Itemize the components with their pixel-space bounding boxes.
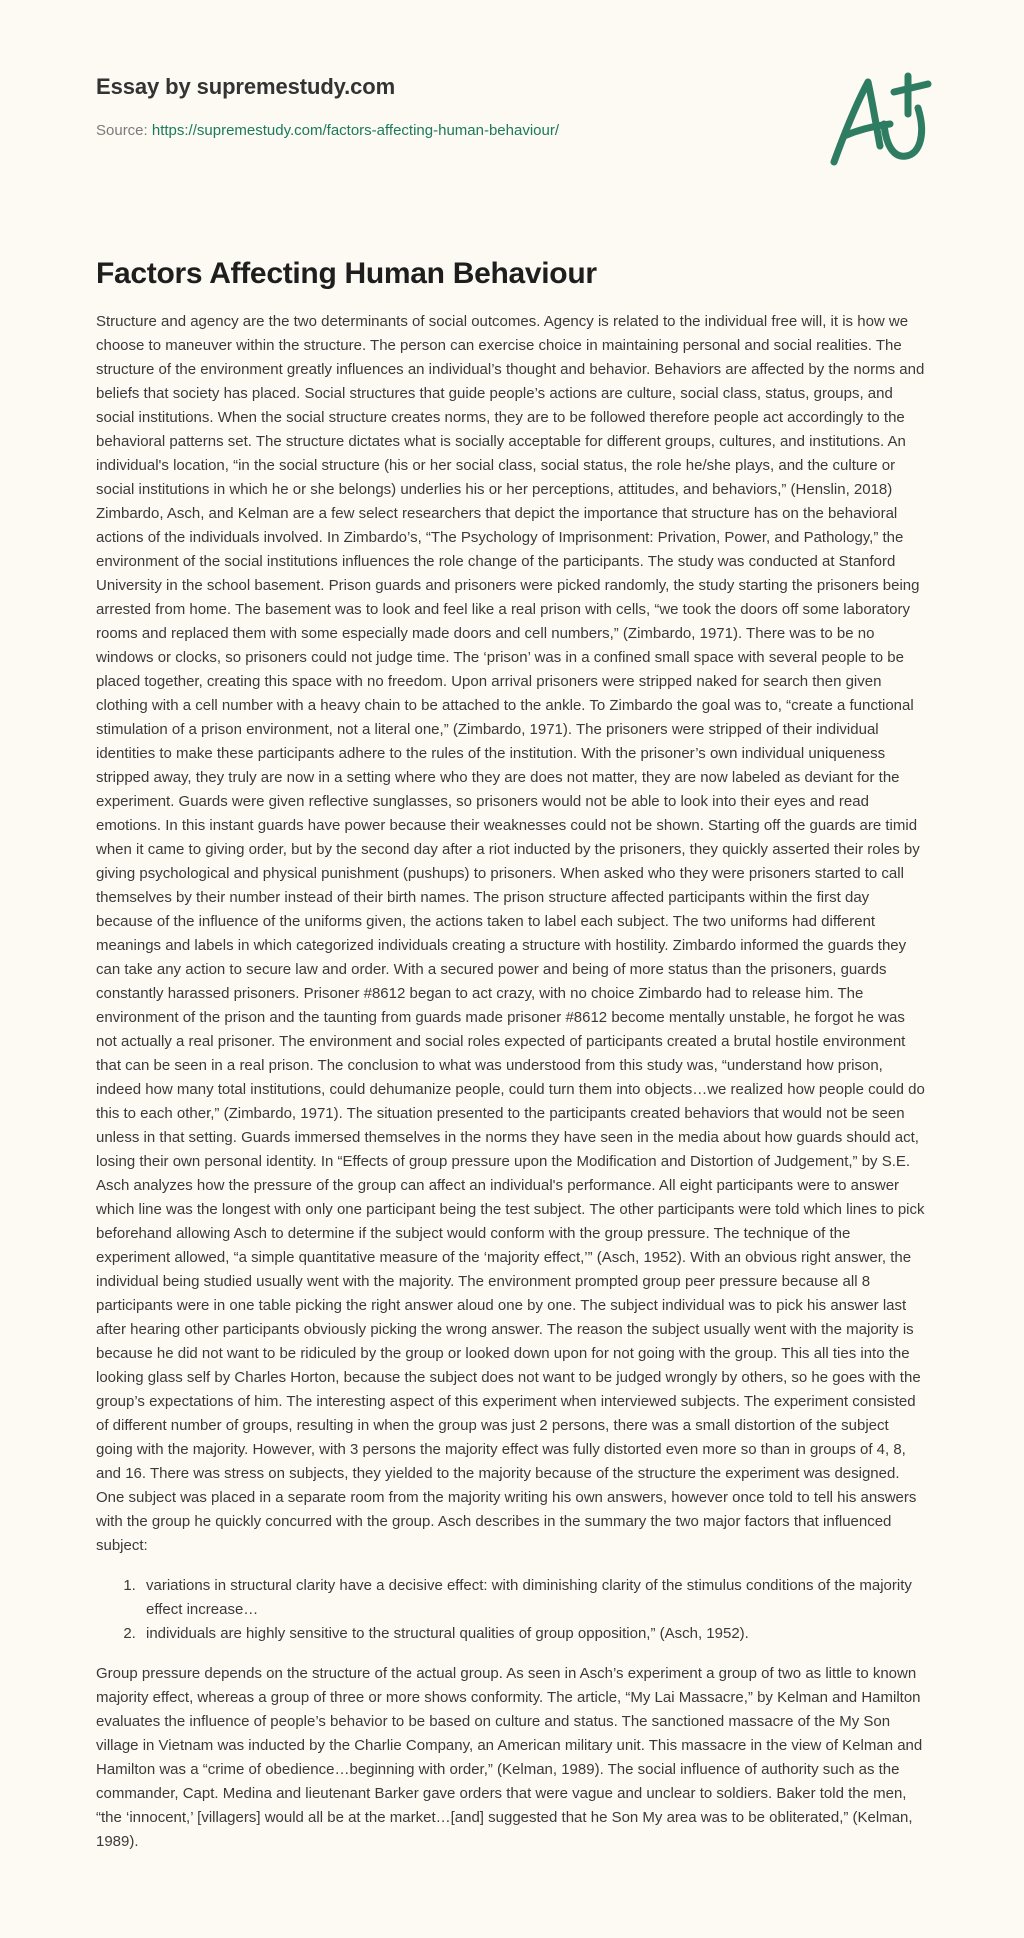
page-header (0, 0, 1024, 230)
asch-factors-list (96, 1574, 928, 1646)
article-paragraph-1: Structure and agency are the two determinants of social outcomes. Agency is related to the individual free will, it is how we choose to maneuver within the structure. The person can exercise choice in maintaining personal and social realities. The structure of the environment greatly influences an individual’s thought and behavior. Behaviors are affected by the norms and beliefs that society has placed. Social structures that guide people’s actions are culture, social class, status, groups, and social institutions. When the social structure creates norms, they are to be followed therefore people act accordingly to the behavioral patterns set. The structure dictates what is socially acceptable for different groups, cultures, and institutions. An individual's location, “in the social structure (his or her social class, social status, the role he/she plays, and the culture or social institutions in which he or she belongs) underlies his or her perceptions, attitudes, and behaviors,” (Henslin, 2018) Zimbardo, Asch, and Kelman are a few select researchers that depict the importance that structure has on the behavioral actions of the individuals involved. In Zimbardo’s, “The Psychology of Imprisonment: Privation, Power, and Pathology,” the environment of the social institutions influences the role change of the participants. The study was conducted at Stanford University in the school basement. Prison guards and prisoners were picked randomly, the study starting the prisoners being arrested from home. The basement was to look and feel like a real prison with cells, “we took the doors off some laboratory rooms and replaced them with some especially made doors and cell numbers,” (Zimbardo, 1971). There was to be no windows or clocks, so prisoners could not judge time. The ‘prison’ was in a confined small space with several people to be placed together, creating this space with no freedom. Upon arrival prisoners were stripped naked for search then given clothing with a cell number with a heavy chain to be attached to the ankle. To Zimbardo the goal was to, “create a functional stimulation of a prison environment, not a literal one,” (Zimbardo, 1971). The prisoners were stripped of their individual identities to make these participants adhere to the rules of the institution. With the prisoner’s own individual uniqueness stripped away, they truly are now in a setting where who they are does not matter, they are now labeled as deviant for the experiment. Guards were given reflective sunglasses, so prisoners would not be able to look into their eyes and read emotions. In this instant guards have power because their weaknesses could not be shown. Starting off the guards are timid when it came to giving order, but by the second day after a riot inducted by the prisoners, they quickly asserted their roles by giving psychological and physical punishment (pushups) to prisoners. When asked who they were prisoners started to call themselves by their number instead of their birth names. The prison structure affected participants within the first day because of the influence of the uniforms given, the actions taken to label each subject. The two uniforms had different meanings and labels in which categorized individuals creating a structure with hostility. Zimbardo informed the guards they can take any action to secure law and order. With a secured power and being of more status than the prisoners, guards constantly harassed prisoners. Prisoner #8612 began to act crazy, with no choice Zimbardo had to release him. The environment of the prison and the taunting from guards made prisoner #8612 become mentally unstable, he forgot he was not actually a real prisoner. The environment and social roles expected of participants created a brutal hostile environment that can be seen in a real prison. The conclusion to what was understood from this study was, “understand how prison, indeed how many total institutions, could dehumanize people, could turn them into objects…we realized how people could do this to each other,” (Zimbardo, 1971). The situation presented to the participants created behaviors that would not be seen unless in that setting. Guards immersed themselves in the norms they have seen in the media about how guards should act, losing their own personal identity. In “Effects of group pressure upon the Modification and Distortion of Judgement,” by S.E. Asch analyzes how the pressure of the group can affect an individual's performance. All eight participants were to answer which line was the longest with only one participant being the test subject. The other participants were told which lines to pick beforehand allowing Asch to determine if the subject would conform with the group pressure. The technique of the experiment allowed, “a simple quantitative measure of the ‘majority effect,’” (Asch, 1952). With an obvious right answer, the individual being studied usually went with the majority. The environment prompted group peer pressure because all 8 participants were in one table picking the right answer aloud one by one. The subject individual was to pick his answer last after hearing other participants obviously picking the wrong answer. The reason the subject usually went with the majority is because he did not want to be ridiculed by the group or looked down upon for not going with the group. This all ties into the looking glass self by Charles Horton, because the subject does not want to be judged wrongly by others, so he goes with the group’s expectations of him. The interesting aspect of this experiment when interviewed subjects. The experiment consisted of different number of groups, resulting in when the group was just 2 persons, there was a small distortion of the subject going with the majority. However, with 3 persons the majority effect was fully distorted even more so than in groups of 4, 8, and 16. There was stress on subjects, they yielded to the majority because of the structure the experiment was designed. One subject was placed in a separate room from the majority writing his own answers, however once told to tell his answers with the group he quickly concurred with the group. Asch describes in the summary the two major factors that influenced subject: (96, 313, 925, 1554)
article-title: Factors Affecting Human Behaviour (96, 257, 597, 290)
article-paragraph-2: Group pressure depends on the structure of the actual group. As seen in Asch’s experiment a group of two as little to known majority effect, whereas a group of three or more shows conformity. The article, “My Lai Massacre,” by Kelman and Hamilton evaluates the influence of people’s behavior to be based on culture and status. The sanctioned massacre of the My Son village in Vietnam was inducted by the Charlie Company, an American military unit. This massacre in the view of Kelman and Hamilton was a “crime of obedience…beginning with order,” (Kelman, 1989). The social influence of authority such as the commander, Capt. Medina and lieutenant Barker gave orders that were vague and unclear to soldiers. Baker told the men, “the ‘innocent,’ [villagers] would all be at the market…[and] suggested that he Son My area was to be obliterated,” (Kelman, 1989). (96, 1665, 923, 1850)
a-plus-grade-icon (820, 64, 936, 170)
source-label: Source: (96, 122, 152, 139)
source-line (96, 122, 559, 139)
article (0, 230, 1024, 1854)
source-link[interactable]: https://supremestudy.com/factors-affecting-human-behaviour/ (151, 122, 560, 139)
list-item: 2. individuals are highly sensitive to the structural qualities of group opposition,” (Asch, 1952). (140, 1622, 928, 1646)
site-title: Essay by supremestudy.com (96, 74, 396, 99)
list-item: 1. variations in structural clarity have a decisive effect: with diminishing clarity of the stimulus conditions of the majority effect increase… (140, 1574, 928, 1622)
